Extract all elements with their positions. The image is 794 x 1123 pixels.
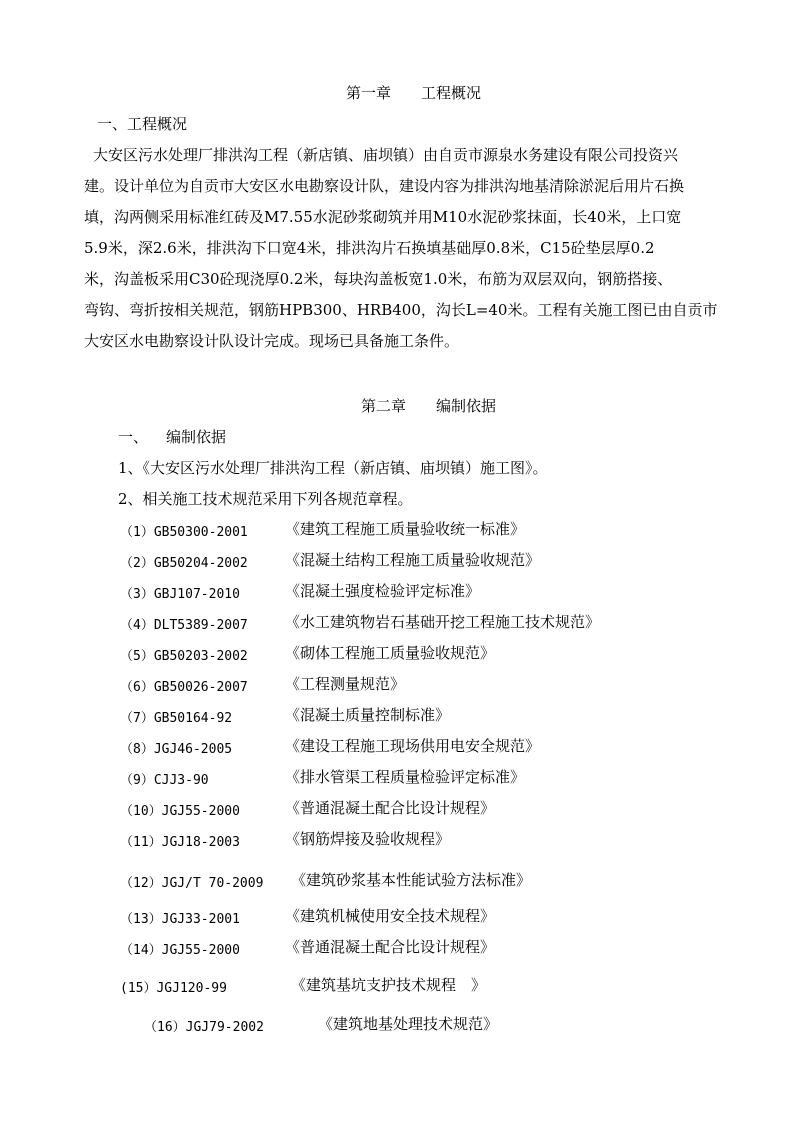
standard-name: 《建筑基坑支护技术规程 》 — [291, 976, 487, 994]
paragraph-line: 5.9米，深2.6米，排洪沟下口宽4米，排洪沟片石换填基础厚0.8米，C15砼垫层厚0.2 — [84, 239, 655, 257]
standard-code: （10）JGJ55-2000 — [120, 804, 240, 819]
standard-name: 《混凝土质量控制标准》 — [285, 706, 451, 724]
standard-code: （16）JGJ79-2002 — [144, 1020, 264, 1035]
standard-name: 《建筑地基处理技术规范》 — [318, 1015, 499, 1033]
standard-code: （6）GB50026-2007 — [120, 680, 248, 695]
paragraph-line: 建。设计单位为自贡市大安区水电勘察设计队，建设内容为排洪沟地基清除淤泥后用片石换 — [84, 177, 685, 195]
paragraph-line: 填，沟两侧采用标准红砖及M7.55水泥砂浆砌筑并用M10水泥砂浆抹面，长40米，上口宽 — [84, 208, 682, 226]
standard-name: 《钢筋焊接及验收规程》 — [285, 830, 451, 848]
standard-code: （5）GB50203-2002 — [120, 649, 248, 664]
chapter1-section-heading: 一、工程概况 — [97, 115, 188, 133]
basis-item-1: 1、《大安区污水处理厂排洪沟工程（新店镇、庙坝镇）施工图》。 — [118, 459, 548, 477]
standard-name: 《工程测量规范》 — [285, 675, 406, 693]
standard-name: 《排水管渠工程质量检验评定标准》 — [285, 768, 526, 786]
chapter2-section-label: 编制依据 — [166, 428, 227, 446]
standard-name: 《混凝土强度检验评定标准》 — [285, 582, 481, 600]
chapter1-title: 第一章 — [346, 84, 392, 102]
standard-name: 《水工建筑物岩石基础开挖工程施工技术规范》 — [285, 613, 601, 631]
standard-code: （4）DLT5389-2007 — [120, 618, 248, 633]
paragraph-line: 米，沟盖板采用C30砼现浇厚0.2米，每块沟盖板宽1.0米，布筋为双层双向，钢筋搭接、 — [84, 270, 673, 288]
standard-code: （2）GB50204-2002 — [120, 556, 248, 571]
chapter1-subtitle: 工程概况 — [421, 84, 482, 102]
standard-name: 《建筑砂浆基本性能试验方法标准》 — [291, 871, 532, 889]
standard-name: 《砌体工程施工质量验收规范》 — [285, 644, 496, 662]
standard-name: 《建筑工程施工质量验收统一标准》 — [285, 520, 526, 538]
standard-code: （13）JGJ33-2001 — [120, 912, 240, 927]
standard-code: （12）JGJ/T 70-2009 — [120, 876, 264, 891]
chapter2-section-number: 一、 — [118, 428, 149, 446]
standard-name: 《建设工程施工现场供用电安全规范》 — [285, 737, 541, 755]
standard-name: 《混凝土结构工程施工质量验收规范》 — [285, 551, 541, 569]
chapter2-subtitle: 编制依据 — [436, 397, 497, 415]
standard-code: （14）JGJ55-2000 — [120, 943, 240, 958]
basis-item-2: 2、相关施工技术规范采用下列各规范章程。 — [118, 490, 413, 508]
standard-name: 《普通混凝土配合比设计规程》 — [285, 938, 496, 956]
standard-code: （7）GB50164-92 — [120, 711, 233, 726]
standard-name: 《建筑机械使用安全技术规程》 — [285, 907, 496, 925]
standard-code: （9）CJJ3-90 — [120, 773, 209, 788]
chapter2-title: 第二章 — [361, 397, 407, 415]
standard-code: （8）JGJ46-2005 — [120, 742, 233, 757]
standard-name: 《普通混凝土配合比设计规程》 — [285, 799, 496, 817]
paragraph-line: 弯钩、弯折按相关规范，钢筋HPB300、HRB400，沟长L=40米。工程有关施工图已由自贡市 — [84, 301, 718, 319]
paragraph-line: 大安区水电勘察设计队设计完成。现场已具备施工条件。 — [84, 332, 460, 350]
paragraph-line: 大安区污水处理厂排洪沟工程（新店镇、庙坝镇）由自贡市源泉水务建设有限公司投资兴 — [93, 146, 679, 164]
standard-code: (15）JGJ120-99 — [120, 981, 227, 996]
standard-code: （3）GBJ107-2010 — [120, 587, 240, 602]
standard-code: （1）GB50300-2001 — [120, 525, 248, 540]
standard-code: （11）JGJ18-2003 — [120, 835, 240, 850]
